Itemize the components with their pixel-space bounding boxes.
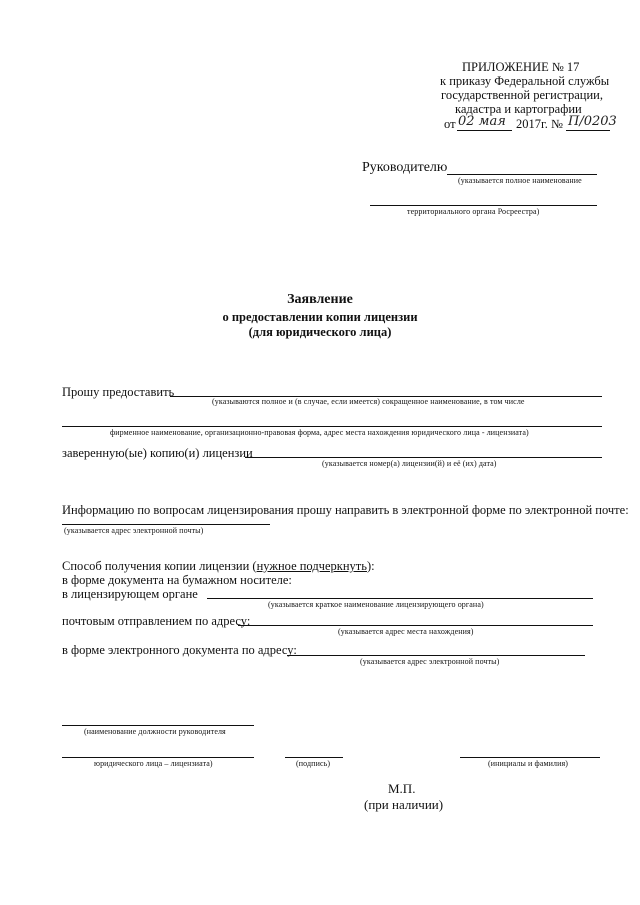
sign-line [285,757,343,758]
method-label: Способ получения копии лицензии (нужное подчеркнуть): [62,559,375,573]
request-line-2 [62,426,602,427]
in-office-line [207,598,593,599]
request-hint-1: (указываются полное и (в случае, если имеется) сокращенное наименование, в том числе [212,397,525,406]
date-underline [457,130,512,131]
method-post: почтовым отправлением по адресу: [62,614,251,628]
number-underline [566,130,610,131]
copy-label: заверенную(ые) копию(и) лицензии [62,446,253,460]
stamp-label: М.П. [388,781,416,796]
position-hint-1: (наименование должности руководителя [84,727,226,736]
copy-hint: (указывается номер(а) лицензии(й) и её (их) дата) [322,459,497,468]
email-hint: (указывается адрес электронной почты) [64,526,204,535]
email-info-text: Информацию по вопросам лицензирования прошу направить в электронной форме по электронной почте: [62,503,629,517]
sign-hint: (подпись) [296,759,331,768]
addressee-line-1 [447,174,597,175]
in-office-hint: (указывается краткое наименование лицензирующего органа) [268,600,484,609]
method-in-office: в лицензирующем органе [62,587,198,601]
order-line-3: кадастра и картографии [455,102,582,116]
document-subtitle-1: о предоставлении копии лицензии [222,310,418,324]
stamp-note: (при наличии) [364,797,444,812]
addressee-line-2 [370,205,597,206]
post-line [238,625,593,626]
method-electronic: в форме электронного документа по адресу: [62,643,297,657]
name-hint: (инициалы и фамилия) [488,759,569,768]
name-line [460,757,600,758]
request-hint-2: фирменное наименование, организационно-правовая форма, адрес места нахождения юридического лица - лицензиата) [110,428,529,437]
position-hint-2: юридического лица – лицензиата) [94,759,213,768]
order-line-2: государственной регистрации, [441,88,603,102]
position-line-2 [62,757,254,758]
electronic-line [287,655,585,656]
order-number: П/0203 [568,114,617,129]
copy-line [245,457,602,458]
document-title: Заявление [287,292,353,307]
position-line-1 [62,725,254,726]
document-subtitle-2: (для юридического лица) [248,325,392,339]
addressee-label: Руководителю [362,160,448,175]
date-year: 2017г. № [516,117,563,131]
addressee-hint-1: (указывается полное наименование [458,176,582,185]
addressee-hint-2: территориального органа Росреестра) [407,207,540,216]
email-line [62,524,270,525]
post-hint: (указывается адрес места нахождения) [338,627,474,636]
request-label: Прошу предоставить [62,385,175,399]
order-line-1: к приказу Федеральной службы [440,74,610,88]
appendix-number: ПРИЛОЖЕНИЕ № 17 [462,60,580,74]
date-day-month: 02 мая [458,114,506,129]
method-paper: в форме документа на бумажном носителе: [62,573,292,587]
date-prefix: от [444,117,456,131]
electronic-hint: (указывается адрес электронной почты) [360,657,500,666]
